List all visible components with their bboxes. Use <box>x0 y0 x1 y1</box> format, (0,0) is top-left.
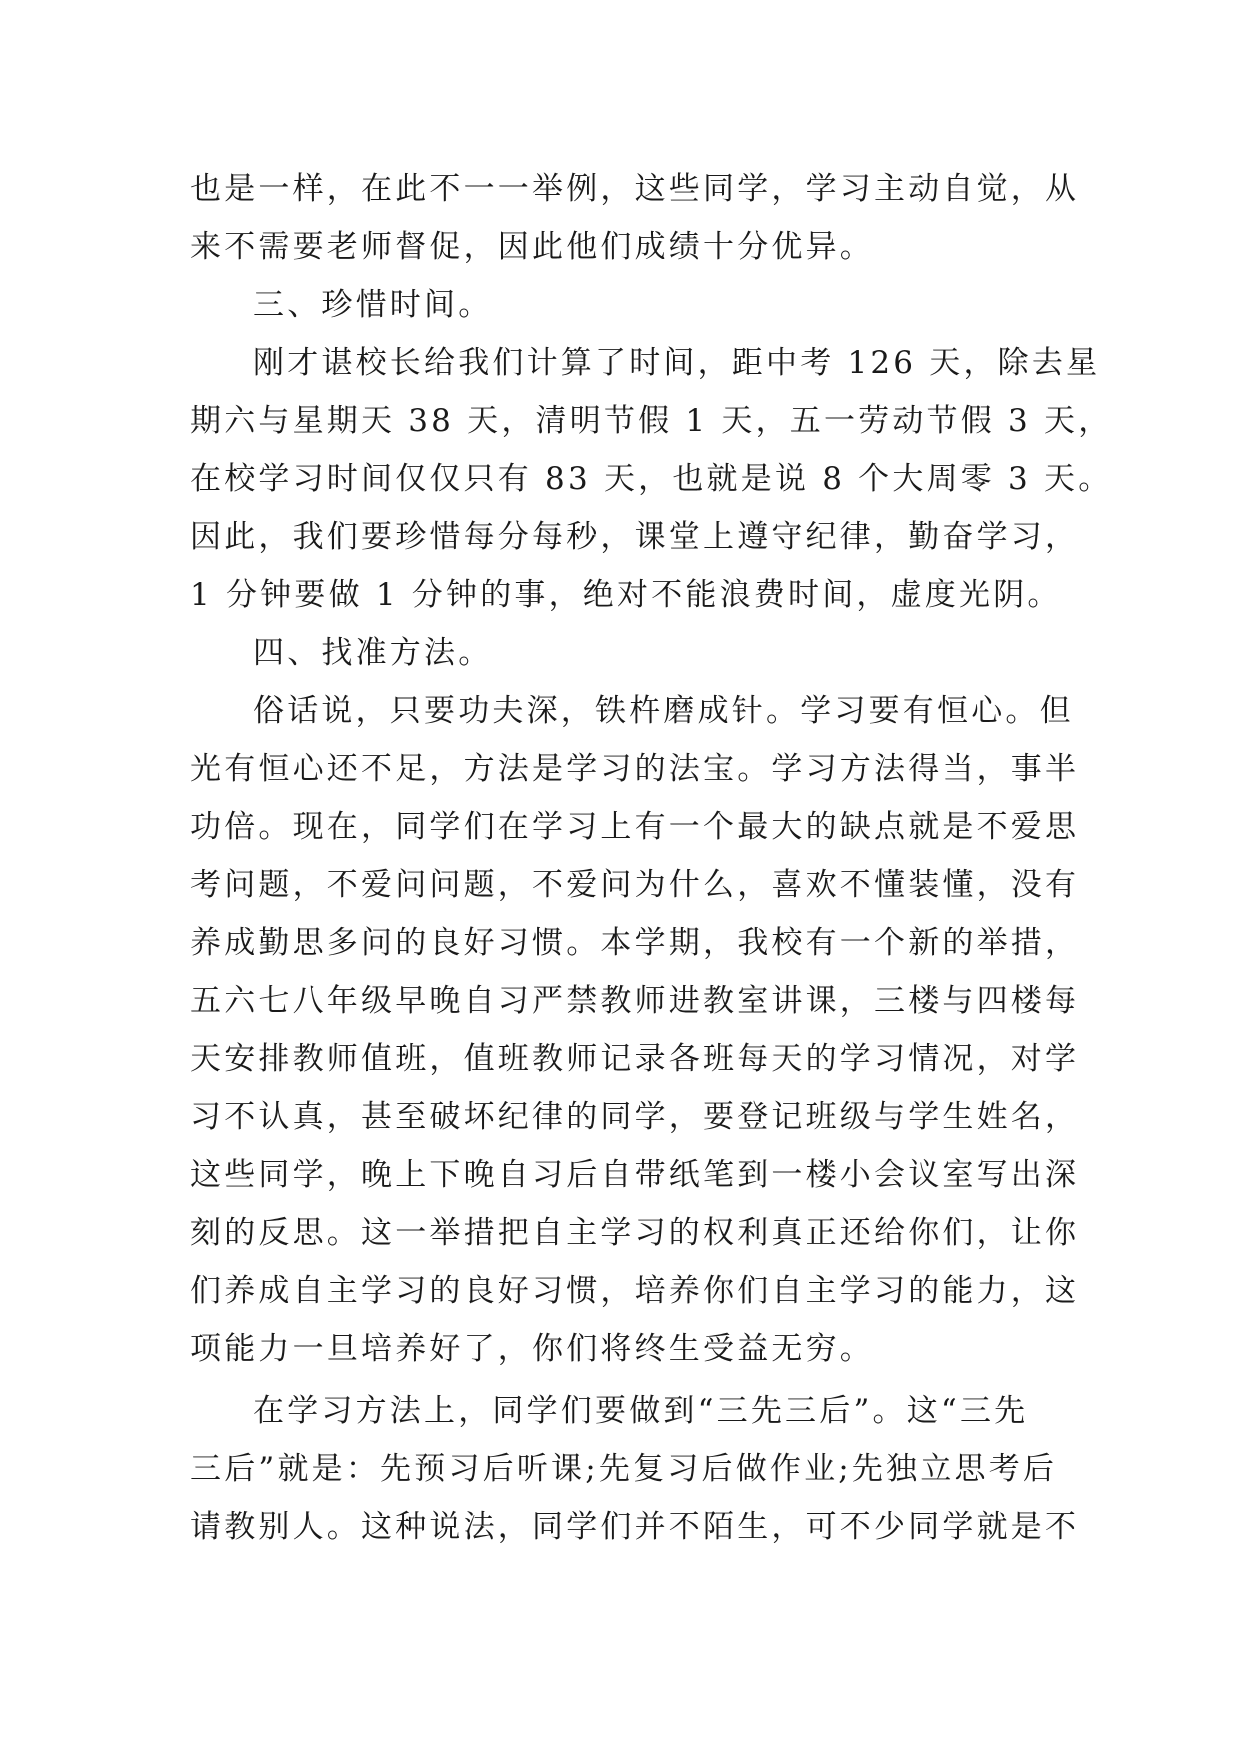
text-line: 刻的反思。这一举措把自主学习的权利真正还给你们，让你 <box>190 1215 1080 1251</box>
text-line: 三后”就是：先预习后听课;先复习后做作业;先独立思考后 <box>190 1451 1058 1487</box>
text-line: 养成勤思多问的良好习惯。本学期，我校有一个新的举措， <box>190 925 1080 961</box>
text-line: 请教别人。这种说法，同学们并不陌生，可不少同学就是不 <box>190 1509 1080 1545</box>
text-line: 考问题，不爱问问题，不爱问为什么，喜欢不懂装懂，没有 <box>190 867 1080 903</box>
text-line: 光有恒心还不足，方法是学习的法宝。学习方法得当，事半 <box>190 751 1080 787</box>
document-body <box>190 160 1113 1556</box>
section-heading: 四、找准方法。 <box>253 635 493 671</box>
text-line: 刚才谌校长给我们计算了时间，距中考 126 天，除去星 <box>253 345 1101 381</box>
text-line: 天安排教师值班，值班教师记录各班每天的学习情况，对学 <box>190 1041 1080 1077</box>
text-line: 们养成自主学习的良好习惯，培养你们自主学习的能力，这 <box>190 1273 1080 1309</box>
text-line: 1 分钟要做 1 分钟的事，绝对不能浪费时间，虚度光阴。 <box>190 577 1062 613</box>
text-line: 在校学习时间仅仅只有 83 天，也就是说 8 个大周零 3 天。 <box>190 461 1113 497</box>
text-line: 项能力一旦培养好了，你们将终生受益无穷。 <box>190 1331 874 1367</box>
text-line: 也是一样，在此不一一举例，这些同学，学习主动自觉，从 <box>190 171 1080 207</box>
text-line: 来不需要老师督促，因此他们成绩十分优异。 <box>190 229 874 265</box>
text-line: 俗话说，只要功夫深，铁杵磨成针。学习要有恒心。但 <box>253 693 1074 729</box>
text-line: 习不认真，甚至破坏纪律的同学，要登记班级与学生姓名， <box>190 1099 1080 1135</box>
text-line: 期六与星期天 38 天，清明节假 1 天，五一劳动节假 3 天， <box>190 403 1113 439</box>
text-line: 功倍。现在，同学们在学习上有一个最大的缺点就是不爱思 <box>190 809 1080 845</box>
text-line: 这些同学，晚上下晚自习后自带纸笔到一楼小会议室写出深 <box>190 1157 1080 1193</box>
text-line: 五六七八年级早晚自习严禁教师进教室讲课，三楼与四楼每 <box>190 983 1080 1019</box>
section-heading: 三、珍惜时间。 <box>253 287 493 323</box>
text-line: 在学习方法上，同学们要做到“三先三后”。这“三先 <box>253 1393 1029 1429</box>
text-line: 因此，我们要珍惜每分每秒，课堂上遵守纪律，勤奋学习， <box>190 519 1080 555</box>
